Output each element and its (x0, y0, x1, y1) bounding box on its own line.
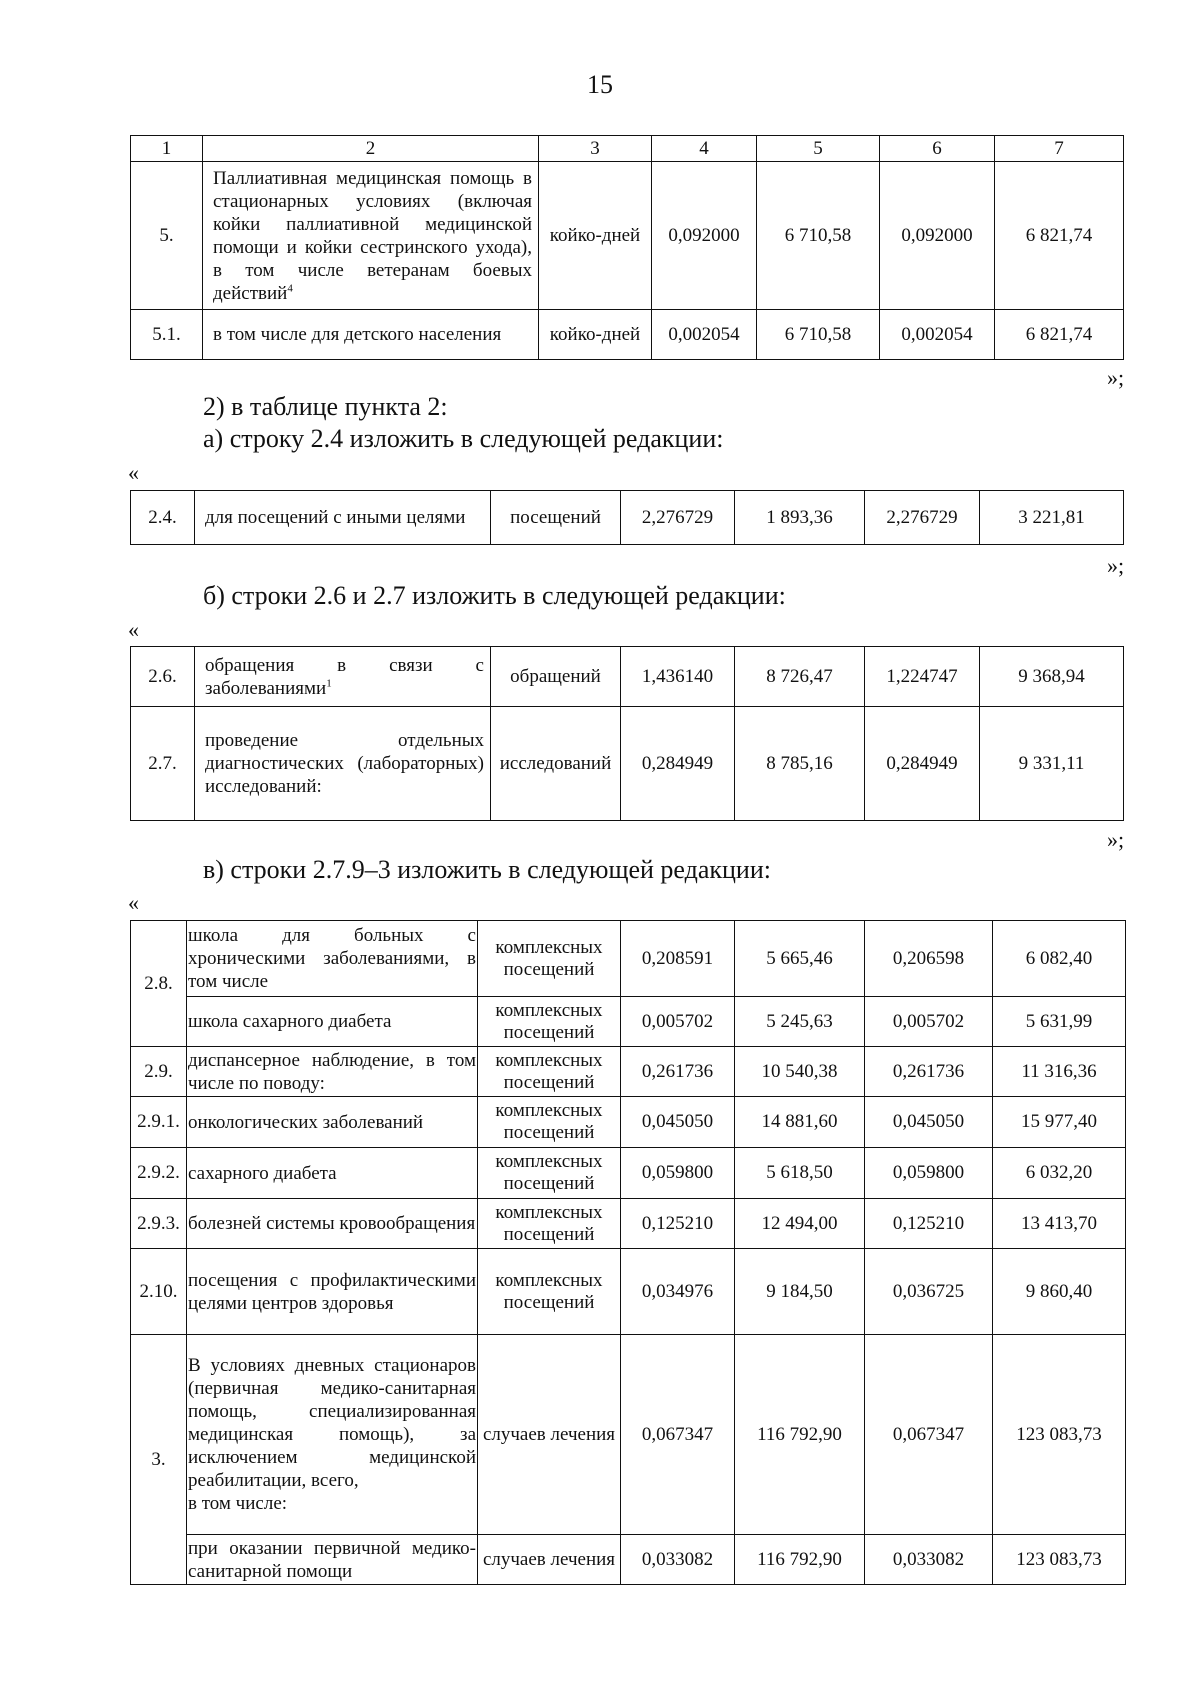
opening-quote: « (128, 890, 139, 915)
row-unit: комплексных посещений (478, 1199, 621, 1249)
row-unit: исследований (491, 707, 621, 821)
table-row (131, 921, 1126, 997)
row-number: 2.9.2. (131, 1148, 187, 1199)
row-description: в том числе для детского населения (203, 310, 539, 360)
row-unit: комплексных посещений (478, 1249, 621, 1335)
row-unit: обращений (491, 647, 621, 707)
row-description: для посещений с иными целями (195, 491, 491, 545)
row-description: проведение отдельных диагностических (лабораторных) исследований: (195, 707, 491, 821)
row-value: 9 860,40 (993, 1249, 1126, 1335)
row-value: 3 221,81 (980, 491, 1124, 545)
row-value: 2,276729 (865, 491, 980, 545)
row-description: школа для больных с хроническими заболеваниями, в том числе (187, 921, 478, 997)
row-value: 0,033082 (621, 1535, 735, 1585)
section-heading: а) строку 2.4 изложить в следующей редакции: (203, 424, 724, 453)
table-row (131, 1249, 1126, 1335)
row-number: 2.6. (131, 647, 195, 707)
row-value: 6 821,74 (995, 162, 1124, 310)
header-cell: 4 (652, 136, 757, 162)
closing-quote: »; (1107, 553, 1125, 578)
opening-quote: « (128, 460, 139, 485)
row-value: 6 032,20 (993, 1148, 1126, 1199)
header-cell: 3 (539, 136, 652, 162)
row-value: 0,206598 (865, 921, 993, 997)
row-value: 8 785,16 (735, 707, 865, 821)
row-value: 0,208591 (621, 921, 735, 997)
row-value: 8 726,47 (735, 647, 865, 707)
table-row (131, 1335, 1126, 1535)
row-value: 0,005702 (865, 997, 993, 1047)
row-value: 123 083,73 (993, 1335, 1126, 1535)
row-value: 0,002054 (652, 310, 757, 360)
closing-quote: »; (1107, 365, 1125, 390)
header-cell: 5 (757, 136, 880, 162)
row-unit: комплексных посещений (478, 921, 621, 997)
row-description-text: Паллиативная медицинская помощь в стационарных условиях (включая койки паллиативной медицинской помощи и койки сестринского ухода), в том числе ветеранам боевых действий (213, 167, 532, 304)
table-rows-2-8-3 (130, 920, 1126, 1585)
row-value: 15 977,40 (993, 1097, 1126, 1148)
table-row (131, 647, 1124, 707)
row-value: 5 631,99 (993, 997, 1126, 1047)
row-value: 0,005702 (621, 997, 735, 1047)
table-palliative (130, 135, 1124, 360)
table-row (131, 1199, 1126, 1249)
row-unit: комплексных посещений (478, 1148, 621, 1199)
table-row (131, 707, 1124, 821)
row-value: 14 881,60 (735, 1097, 865, 1148)
row-value: 6 821,74 (995, 310, 1124, 360)
row-description: сахарного диабета (187, 1148, 478, 1199)
row-unit: комплексных посещений (478, 1097, 621, 1148)
row-value: 0,092000 (880, 162, 995, 310)
table-header-row (131, 136, 1124, 162)
row-value: 0,284949 (621, 707, 735, 821)
row-value: 1,224747 (865, 647, 980, 707)
row-value: 0,034976 (621, 1249, 735, 1335)
row-value: 0,125210 (621, 1199, 735, 1249)
row-value: 1,436140 (621, 647, 735, 707)
row-number: 2.9. (131, 1047, 187, 1097)
table-row (131, 1535, 1126, 1585)
row-unit: случаев лечения (478, 1335, 621, 1535)
row-value: 0,261736 (621, 1047, 735, 1097)
row-value: 12 494,00 (735, 1199, 865, 1249)
row-value: 6 082,40 (993, 921, 1126, 997)
row-description-text: обращения в связи с заболеваниями (205, 654, 484, 699)
table-row (131, 310, 1124, 360)
closing-quote: »; (1107, 827, 1125, 852)
row-value: 6 710,58 (757, 162, 880, 310)
row-value: 0,045050 (621, 1097, 735, 1148)
page-number: 15 (587, 70, 613, 99)
section-heading: б) строки 2.6 и 2.7 изложить в следующей редакции: (203, 581, 786, 610)
row-value: 10 540,38 (735, 1047, 865, 1097)
row-value: 9 368,94 (980, 647, 1124, 707)
row-value: 2,276729 (621, 491, 735, 545)
row-value: 0,092000 (652, 162, 757, 310)
row-value: 0,002054 (880, 310, 995, 360)
row-number: 2.8. (131, 921, 187, 1047)
row-description: школа сахарного диабета (187, 997, 478, 1047)
row-number: 2.4. (131, 491, 195, 545)
table-row (131, 1047, 1126, 1097)
row-value: 116 792,90 (735, 1335, 865, 1535)
row-unit: посещений (491, 491, 621, 545)
row-description (203, 162, 539, 310)
row-value: 6 710,58 (757, 310, 880, 360)
row-description: посещения с профилактическими целями центров здоровья (187, 1249, 478, 1335)
header-cell: 1 (131, 136, 203, 162)
table-rows-2-6-2-7 (130, 646, 1124, 821)
row-number: 5.1. (131, 310, 203, 360)
row-value: 116 792,90 (735, 1535, 865, 1585)
table-row (131, 997, 1126, 1047)
table-row (131, 1097, 1126, 1148)
row-value: 13 413,70 (993, 1199, 1126, 1249)
row-unit: койко-дней (539, 162, 652, 310)
row-description: онкологических заболеваний (187, 1097, 478, 1148)
row-description (195, 647, 491, 707)
header-cell: 6 (880, 136, 995, 162)
row-value: 0,059800 (865, 1148, 993, 1199)
row-unit: комплексных посещений (478, 1047, 621, 1097)
row-unit: койко-дней (539, 310, 652, 360)
row-unit: комплексных посещений (478, 997, 621, 1047)
row-value: 0,125210 (865, 1199, 993, 1249)
section-heading: 2) в таблице пункта 2: (203, 392, 448, 421)
table-row (131, 1148, 1126, 1199)
opening-quote: « (128, 617, 139, 642)
row-value: 0,261736 (865, 1047, 993, 1097)
row-value: 0,284949 (865, 707, 980, 821)
row-number: 2.10. (131, 1249, 187, 1335)
table-row (131, 162, 1124, 310)
row-value: 9 331,11 (980, 707, 1124, 821)
row-value: 1 893,36 (735, 491, 865, 545)
row-value: 5 618,50 (735, 1148, 865, 1199)
row-description-text: В условиях дневных стационаров (первичная медико-санитарная помощь, специализированная медицинская помощь), за исключением медицинской реабилитации, всего, (188, 1355, 476, 1491)
row-description: болезней системы кровообращения (187, 1199, 478, 1249)
row-value: 0,045050 (865, 1097, 993, 1148)
row-value: 123 083,73 (993, 1535, 1126, 1585)
row-description: при оказании первичной медико-санитарной помощи (187, 1535, 478, 1585)
header-cell: 7 (995, 136, 1124, 162)
row-description-tail: в том числе: (188, 1493, 288, 1514)
table-row (131, 491, 1124, 545)
row-value: 0,033082 (865, 1535, 993, 1585)
row-number: 3. (131, 1335, 187, 1585)
row-value: 0,036725 (865, 1249, 993, 1335)
row-number: 2.9.1. (131, 1097, 187, 1148)
row-value: 0,067347 (865, 1335, 993, 1535)
table-row-2-4 (130, 490, 1124, 545)
row-value: 0,059800 (621, 1148, 735, 1199)
row-description: диспансерное наблюдение, в том числе по поводу: (187, 1047, 478, 1097)
row-value: 9 184,50 (735, 1249, 865, 1335)
row-value: 11 316,36 (993, 1047, 1126, 1097)
header-cell: 2 (203, 136, 539, 162)
row-number: 2.7. (131, 707, 195, 821)
row-value: 5 245,63 (735, 997, 865, 1047)
row-number: 2.9.3. (131, 1199, 187, 1249)
footnote-marker: 1 (326, 677, 332, 690)
section-heading: в) строки 2.7.9–3 изложить в следующей редакции: (203, 855, 771, 884)
row-description (187, 1335, 478, 1535)
row-unit: случаев лечения (478, 1535, 621, 1585)
row-value: 0,067347 (621, 1335, 735, 1535)
footnote-marker: 4 (287, 282, 293, 295)
row-number: 5. (131, 162, 203, 310)
row-value: 5 665,46 (735, 921, 865, 997)
